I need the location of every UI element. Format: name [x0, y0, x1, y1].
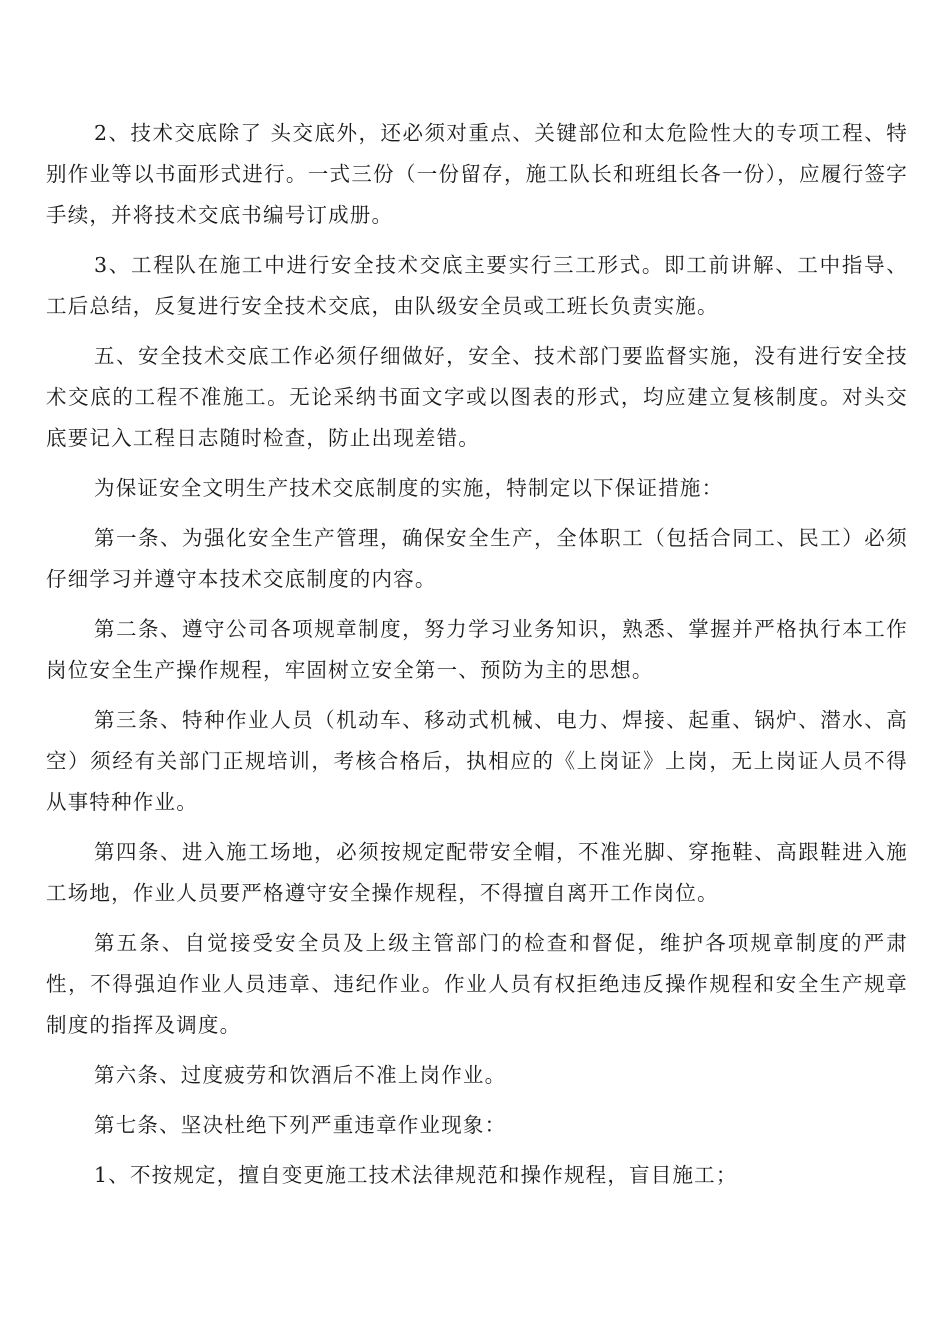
paragraph: 第六条、过度疲劳和饮酒后不准上岗作业。	[94, 1063, 507, 1087]
paragraph: 第一条、为强化安全生产管理，确保安全生产，全体职工（包括合同工、民工）必须仔细学习并遵守本技术交底制度的内容。	[46, 526, 908, 591]
paragraph: 五、安全技术交底工作必须仔细做好，安全、技术部门要监督实施，没有进行安全技术交底的工程不准施工。无论采纳书面文字或以图表的形式，均应建立复核制度。对头交底要记入工程日志随时检查，防止出现差错。	[46, 344, 908, 450]
paragraph: 第七条、坚决杜绝下列严重违章作业现象：	[94, 1113, 507, 1137]
paragraph: 第三条、特种作业人员（机动车、移动式机械、电力、焊接、起重、锅炉、潜水、高空）须经有关部门正规培训，考核合格后，执相应的《上岗证》上岗，无上岗证人员不得从事特种作业。	[46, 708, 908, 814]
document-body	[46, 113, 908, 1205]
paragraph: 第五条、自觉接受安全员及上级主管部门的检查和督促，维护各项规章制度的严肃性，不得强迫作业人员违章、违纪作业。作业人员有权拒绝违反操作规程和安全生产规章制度的指挥及调度。	[46, 931, 908, 1037]
paragraph: 2、技术交底除了 头交底外，还必须对重点、关键部位和太危险性大的专项工程、特别作业等以书面形式进行。一式三份（一份留存，施工队长和班组长各一份），应履行签字手续，并将技术交底书编号订成册。	[46, 121, 908, 227]
paragraph: 1、不按规定，擅自变更施工技术法律规范和操作规程，盲目施工；	[94, 1163, 738, 1187]
paragraph: 第四条、进入施工场地，必须按规定配带安全帽，不准光脚、穿拖鞋、高跟鞋进入施工场地，作业人员要严格遵守安全操作规程，不得擅自离开工作岗位。	[46, 840, 908, 905]
paragraph: 为保证安全文明生产技术交底制度的实施，特制定以下保证措施：	[94, 476, 724, 500]
paragraph: 第二条、遵守公司各项规章制度，努力学习业务知识，熟悉、掌握并严格执行本工作岗位安全生产操作规程，牢固树立安全第一、预防为主的思想。	[46, 617, 908, 682]
paragraph: 3、工程队在施工中进行安全技术交底主要实行三工形式。即工前讲解、工中指导、工后总结，反复进行安全技术交底，由队级安全员或工班长负责实施。	[46, 253, 908, 318]
